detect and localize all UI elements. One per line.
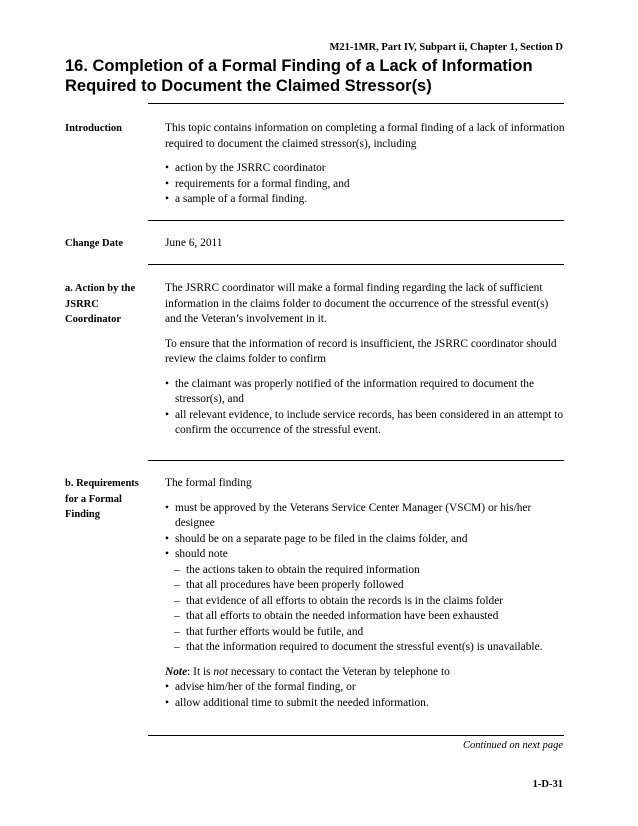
list-item: • advise him/her of the formal finding, or: [165, 680, 567, 696]
list-item: • action by the JSRRC coordinator: [165, 161, 567, 177]
introduction-list: [165, 161, 567, 208]
list-item: • the claimant was properly notified of the information required to document the stressor(s), and: [165, 377, 567, 408]
list-item: • all relevant evidence, to include service records, has been considered in an attempt to confirm the occurrence of the stressful event.: [165, 408, 567, 439]
section-b-list: [165, 501, 567, 656]
divider-rule: [148, 220, 564, 221]
section-b-intro: The formal finding: [165, 477, 252, 489]
sublist-item: – that further efforts would be futile, and: [165, 625, 567, 641]
list-item: • a sample of a formal finding.: [165, 192, 567, 208]
section-a-paragraph: To ensure that the information of record is insufficient, the JSRRC coordinator should review the claims folder to confirm: [165, 337, 557, 365]
sublist-item: – that evidence of all efforts to obtain the records is in the claims folder: [165, 594, 567, 610]
sublist-item: – that all procedures have been properly followed: [165, 578, 567, 594]
list-item: • must be approved by the Veterans Service Center Manager (VSCM) or his/her designee: [165, 501, 567, 532]
list-item: • should be on a separate page to be filed in the claims folder, and: [165, 532, 567, 548]
list-item: [165, 547, 567, 656]
sublist-item: – the actions taken to obtain the required information: [165, 563, 567, 579]
list-item: • requirements for a formal finding, and: [165, 177, 567, 193]
note-text-pre: : It is: [187, 665, 214, 678]
section-b-sublist: [165, 563, 567, 656]
divider-rule: [148, 264, 564, 265]
page-title: 16. Completion of a Formal Finding of a Lack of Information Required to Document the Claimed Stressor(s): [65, 57, 533, 95]
note-list: [165, 680, 567, 711]
introduction-text: This topic contains information on completing a formal finding of a lack of information required to document the claimed stressor(s), including: [165, 122, 565, 150]
sublist-item: – that all efforts to obtain the needed information have been exhausted: [165, 609, 567, 625]
divider-rule: [148, 735, 564, 736]
list-item-text: should note: [175, 548, 228, 560]
divider-rule: [148, 103, 564, 104]
section-a-paragraph: The JSRRC coordinator will make a formal finding regarding the lack of sufficient information in the claims folder to document the occurrence of the stressful event(s) and the Veteran’s involvement in it.: [165, 282, 549, 325]
note-label: Note: [165, 665, 188, 678]
change-date-value: June 6, 2011: [165, 237, 223, 249]
sublist-item: – that the information required to document the stressful event(s) is unavailable.: [165, 640, 567, 656]
section-a-label: a. Action by the JSRRC Coordinator: [65, 283, 136, 325]
change-date-label: Change Date: [65, 238, 124, 249]
introduction-label: Introduction: [65, 123, 122, 134]
section-b-label: b. Requirements for a Formal Finding: [65, 478, 139, 520]
section-b-block: [165, 476, 567, 711]
running-header: M21-1MR, Part IV, Subpart ii, Chapter 1, Section D: [329, 42, 563, 53]
page-number: 1-D-31: [532, 779, 563, 790]
note-emphasis: not: [213, 665, 228, 678]
introduction-block: [165, 121, 567, 208]
note-paragraph: [165, 665, 567, 681]
list-item: • allow additional time to submit the needed information.: [165, 696, 567, 712]
divider-rule: [148, 460, 564, 461]
section-a-block: [165, 281, 567, 439]
continued-notice: Continued on next page: [462, 740, 563, 751]
section-a-list: [165, 377, 567, 439]
note-text-post: necessary to contact the Veteran by telephone to: [227, 665, 450, 678]
